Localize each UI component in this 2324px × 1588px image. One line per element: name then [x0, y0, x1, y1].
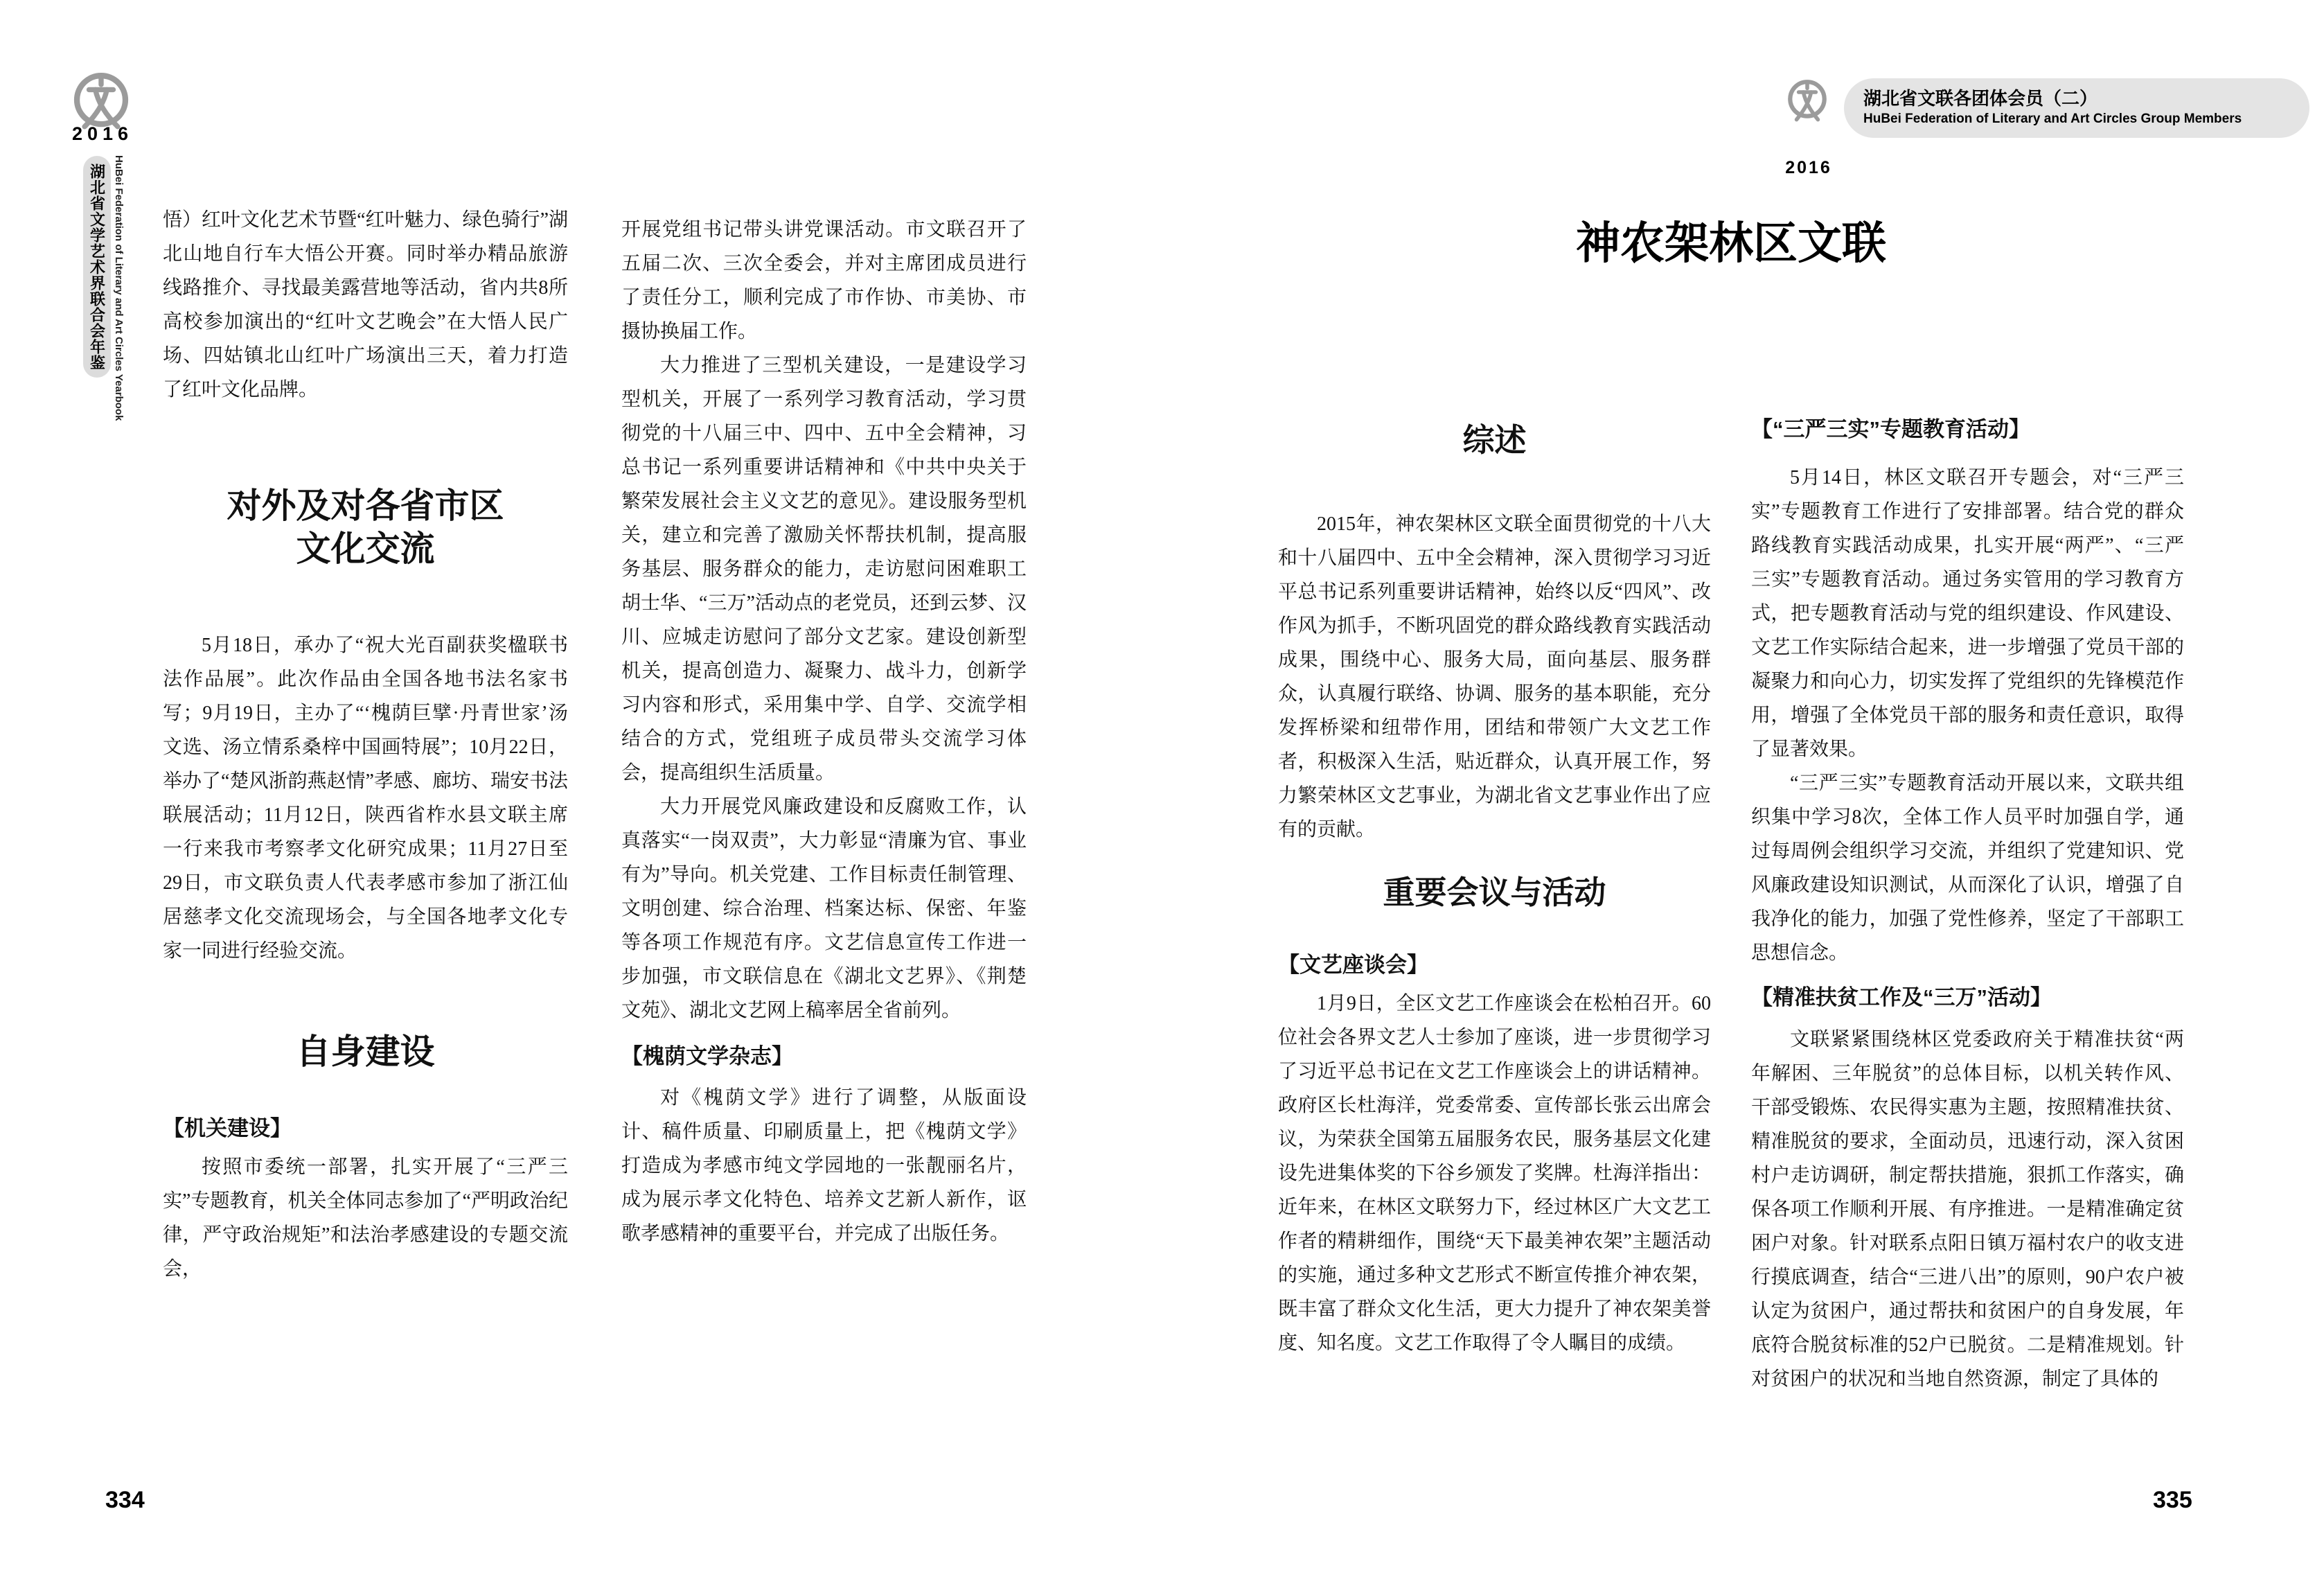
sidebar-series-title-cn: 湖北省文学艺术界联合会年鉴 — [88, 163, 106, 371]
paragraph: 悟）红叶文化艺术节暨“红叶魅力、绿色骑行”湖北山地自行车大悟公开赛。同时举办精品旅游线路推介、寻找最美露营地等活动，省内共8所高校参加演出的“红叶文艺晚会”在大悟人民广场、四姑镇北山红叶广场演出三天，着力打造了红叶文化品牌。 — [163, 209, 568, 400]
paragraph: 5月14日，林区文联召开专题会，对“三严三实”专题教育工作进行了安排部署。结合党的群众路线教育实践活动成果，扎实开展“两严”、“三严三实”专题教育活动。通过务实管用的学习教育方式，把专题教育活动与党的组织建设、作风建设、文艺工作实际结合起来，进一步增强了党员干部的凝聚力和向心力，切实发挥了党组织的先锋模范作用，增强了全体党员干部的服务和责任意识，取得了显著效果。 — [1751, 467, 2184, 760]
paragraph: “三严三实”专题教育活动开展以来，文联共组织集中学习8次，全体工作人员平时加强自学，通过每周例会组织学习交流，并组织了党建知识、党风廉政建设知识测试，从而深化了认识，增强了自我净化的能力，加强了党性修养，坚定了干部职工思想信念。 — [1751, 773, 2184, 964]
left-column-1 — [163, 203, 568, 1286]
section-heading: 重要会议与活动 — [1383, 874, 1606, 910]
section-heading-line2: 文化交流 — [296, 529, 435, 568]
paragraph: 2015年，神农架林区文联全面贯彻党的十八大和十八届四中、五中全会精神，深入贯彻学习习近平总书记系列重要讲话精神，始终以反“四风”、改作风为抓手，不断巩固党的群众路线教育实践活动成果，围绕中心、服务大局，面向基层、服务群众，认真履行联络、协调、服务的基本职能，充分发挥桥梁和纽带作用，团结和带领广大文艺工作者，积极深入生活，贴近群众，认真开展工作，努力繁荣林区文艺事业，为湖北省文艺事业作出了应有的贡献。 — [1278, 513, 1711, 840]
paragraph: 1月9日，全区文艺工作座谈会在松柏召开。60位社会各界文艺人士参加了座谈，进一步贯彻学习了习近平总书记在文艺工作座谈会上的讲话精神。政府区长杜海洋，党委常委、宣传部长张云出席会议，为荣获全国第五届服务农民，服务基层文化建设先进集体奖的下谷乡颁发了奖牌。杜海洋指出：近年来，在林区文联努力下，经过林区广大文艺工作者的精耕细作，围绕“天下最美神农架”主题活动的实施，通过多种文艺形式不断宣传推介神农架，既丰富了群众文化生活，更大力提升了神农架美誉度、知名度。文艺工作取得了令人瞩目的成绩。 — [1278, 993, 1711, 1354]
article-title: 神农架林区文联 — [1576, 219, 1886, 268]
sidebar-series-title-bar — [83, 156, 111, 378]
paragraph: 按照市委统一部署，扎实开展了“三严三实”专题教育，机关全体同志参加了“严明政治纪律，严守政治规矩”和法治孝感建设的专题交流会， — [163, 1156, 568, 1280]
right-column-1 — [1278, 421, 1711, 1360]
entry-heading: 【槐荫文学杂志】 — [621, 1044, 793, 1068]
paragraph: 对《槐荫文学》进行了调整，从版面设计、稿件质量、印刷质量上，把《槐荫文学》打造成为孝感市纯文学园地的一张靓丽名片，成为展示孝文化特色、培养文艺新人新作，讴歌孝感精神的重要平台，并完成了出版任务。 — [621, 1087, 1027, 1244]
header-year: 2016 — [1785, 158, 1832, 177]
section-heading: 综述 — [1462, 422, 1527, 458]
entry-heading: 【“三严三实”专题教育活动】 — [1751, 417, 2030, 441]
sidebar-year: 2016 — [71, 123, 134, 144]
paragraph: 大力开展党风廉政建设和反腐败工作，认真落实“一岗双责”，大力彰显“清廉为官、事业有为”导向。机关党建、工作目标责任制管理、文明创建、综合治理、档案达标、保密、年鉴等各项工作规范有序。文艺信息宣传工作进一步加强，市文联信息在《湖北文艺界》、《荆楚文苑》、湖北文艺网上稿率居全省前列。 — [621, 796, 1027, 1021]
sidebar-series-title-en: HuBei Federation of Literary and Art Circles Yearbook — [113, 155, 125, 421]
federation-emblem-icon — [1786, 78, 1829, 125]
section-heading — [163, 484, 568, 570]
paragraph: 大力推进了三型机关建设，一是建设学习型机关，开展了一系列学习教育活动，学习贯彻党的十八届三中、四中、五中全会精神，习总书记一系列重要讲话精神和《中共中央关于繁荣发展社会主义文艺的意见》。建设服务型机关，建立和完善了激励关怀帮扶机制，提高服务基层、服务群众的能力，走访慰问困难职工胡士华、“三万”活动点的老党员，还到云梦、汉川、应城走访慰问了部分文艺家。建设创新型机关，提高创造力、凝聚力、战斗力，创新学习内容和形式，采用集中学、自学、交流学相结合的方式，党组班子成员带头交流学习体会，提高组织生活质量。 — [621, 355, 1027, 784]
entry-heading: 【文艺座谈会】 — [1278, 953, 1428, 977]
chapter-title-en: HuBei Federation of Literary and Art Circles Group Members — [1863, 112, 2242, 126]
entry-heading: 【机关建设】 — [163, 1116, 292, 1140]
paragraph: 5月18日，承办了“祝大光百副获奖楹联书法作品展”。此次作品由全国各地书法名家书写；9月19日，主办了“‘槐荫巨擘·丹青世家’汤文选、汤立情系桑梓中国画特展”；10月22日，举办了“楚风浙韵燕赵情”孝感、廊坊、瑞安书法联展活动；11月12日，陕西省柞水县文联主席一行来我市考察孝文化研究成果；11月27日至29日，市文联负责人代表孝感市参加了浙江仙居慈孝文化交流现场会，与全国各地孝文化专家一同进行经验交流。 — [163, 635, 568, 962]
page-number-left: 334 — [105, 1487, 145, 1513]
paragraph: 文联紧紧围绕林区党委政府关于精准扶贫“两年解困、三年脱贫”的总体目标，以机关转作风、干部受锻炼、农民得实惠为主题，按照精准扶贫、精准脱贫的要求，全面动员，迅速行动，深入贫困村户走访调研，制定帮扶措施，狠抓工作落实，确保各项工作顺利开展、有序推进。一是精准确定贫困户对象。针对联系点阳日镇万福村农户的收支进行摸底调查，结合“三进八出”的原则，90户农户被认定为贫困户，通过帮扶和贫困户的自身发展，年底符合脱贫标准的52户已脱贫。二是精准规划。针对贫困户的状况和当地自然资源，制定了具体的 — [1751, 1029, 2184, 1390]
entry-heading: 【精准扶贫工作及“三万”活动】 — [1751, 985, 2052, 1009]
section-heading: 自身建设 — [296, 1032, 435, 1071]
section-heading-line1: 对外及对各省市区 — [227, 486, 504, 525]
left-column-2 — [621, 213, 1027, 1251]
chapter-title-cn: 湖北省文联各团体会员（二） — [1863, 88, 2098, 109]
paragraph: 开展党组书记带头讲党课活动。市文联召开了五届二次、三次全委会，并对主席团成员进行了责任分工，顺利完成了市作协、市美协、市摄协换届工作。 — [621, 219, 1027, 342]
page-number-right: 335 — [2153, 1487, 2192, 1513]
right-column-2 — [1751, 414, 2184, 1396]
chapter-header-bar — [1844, 78, 2309, 138]
